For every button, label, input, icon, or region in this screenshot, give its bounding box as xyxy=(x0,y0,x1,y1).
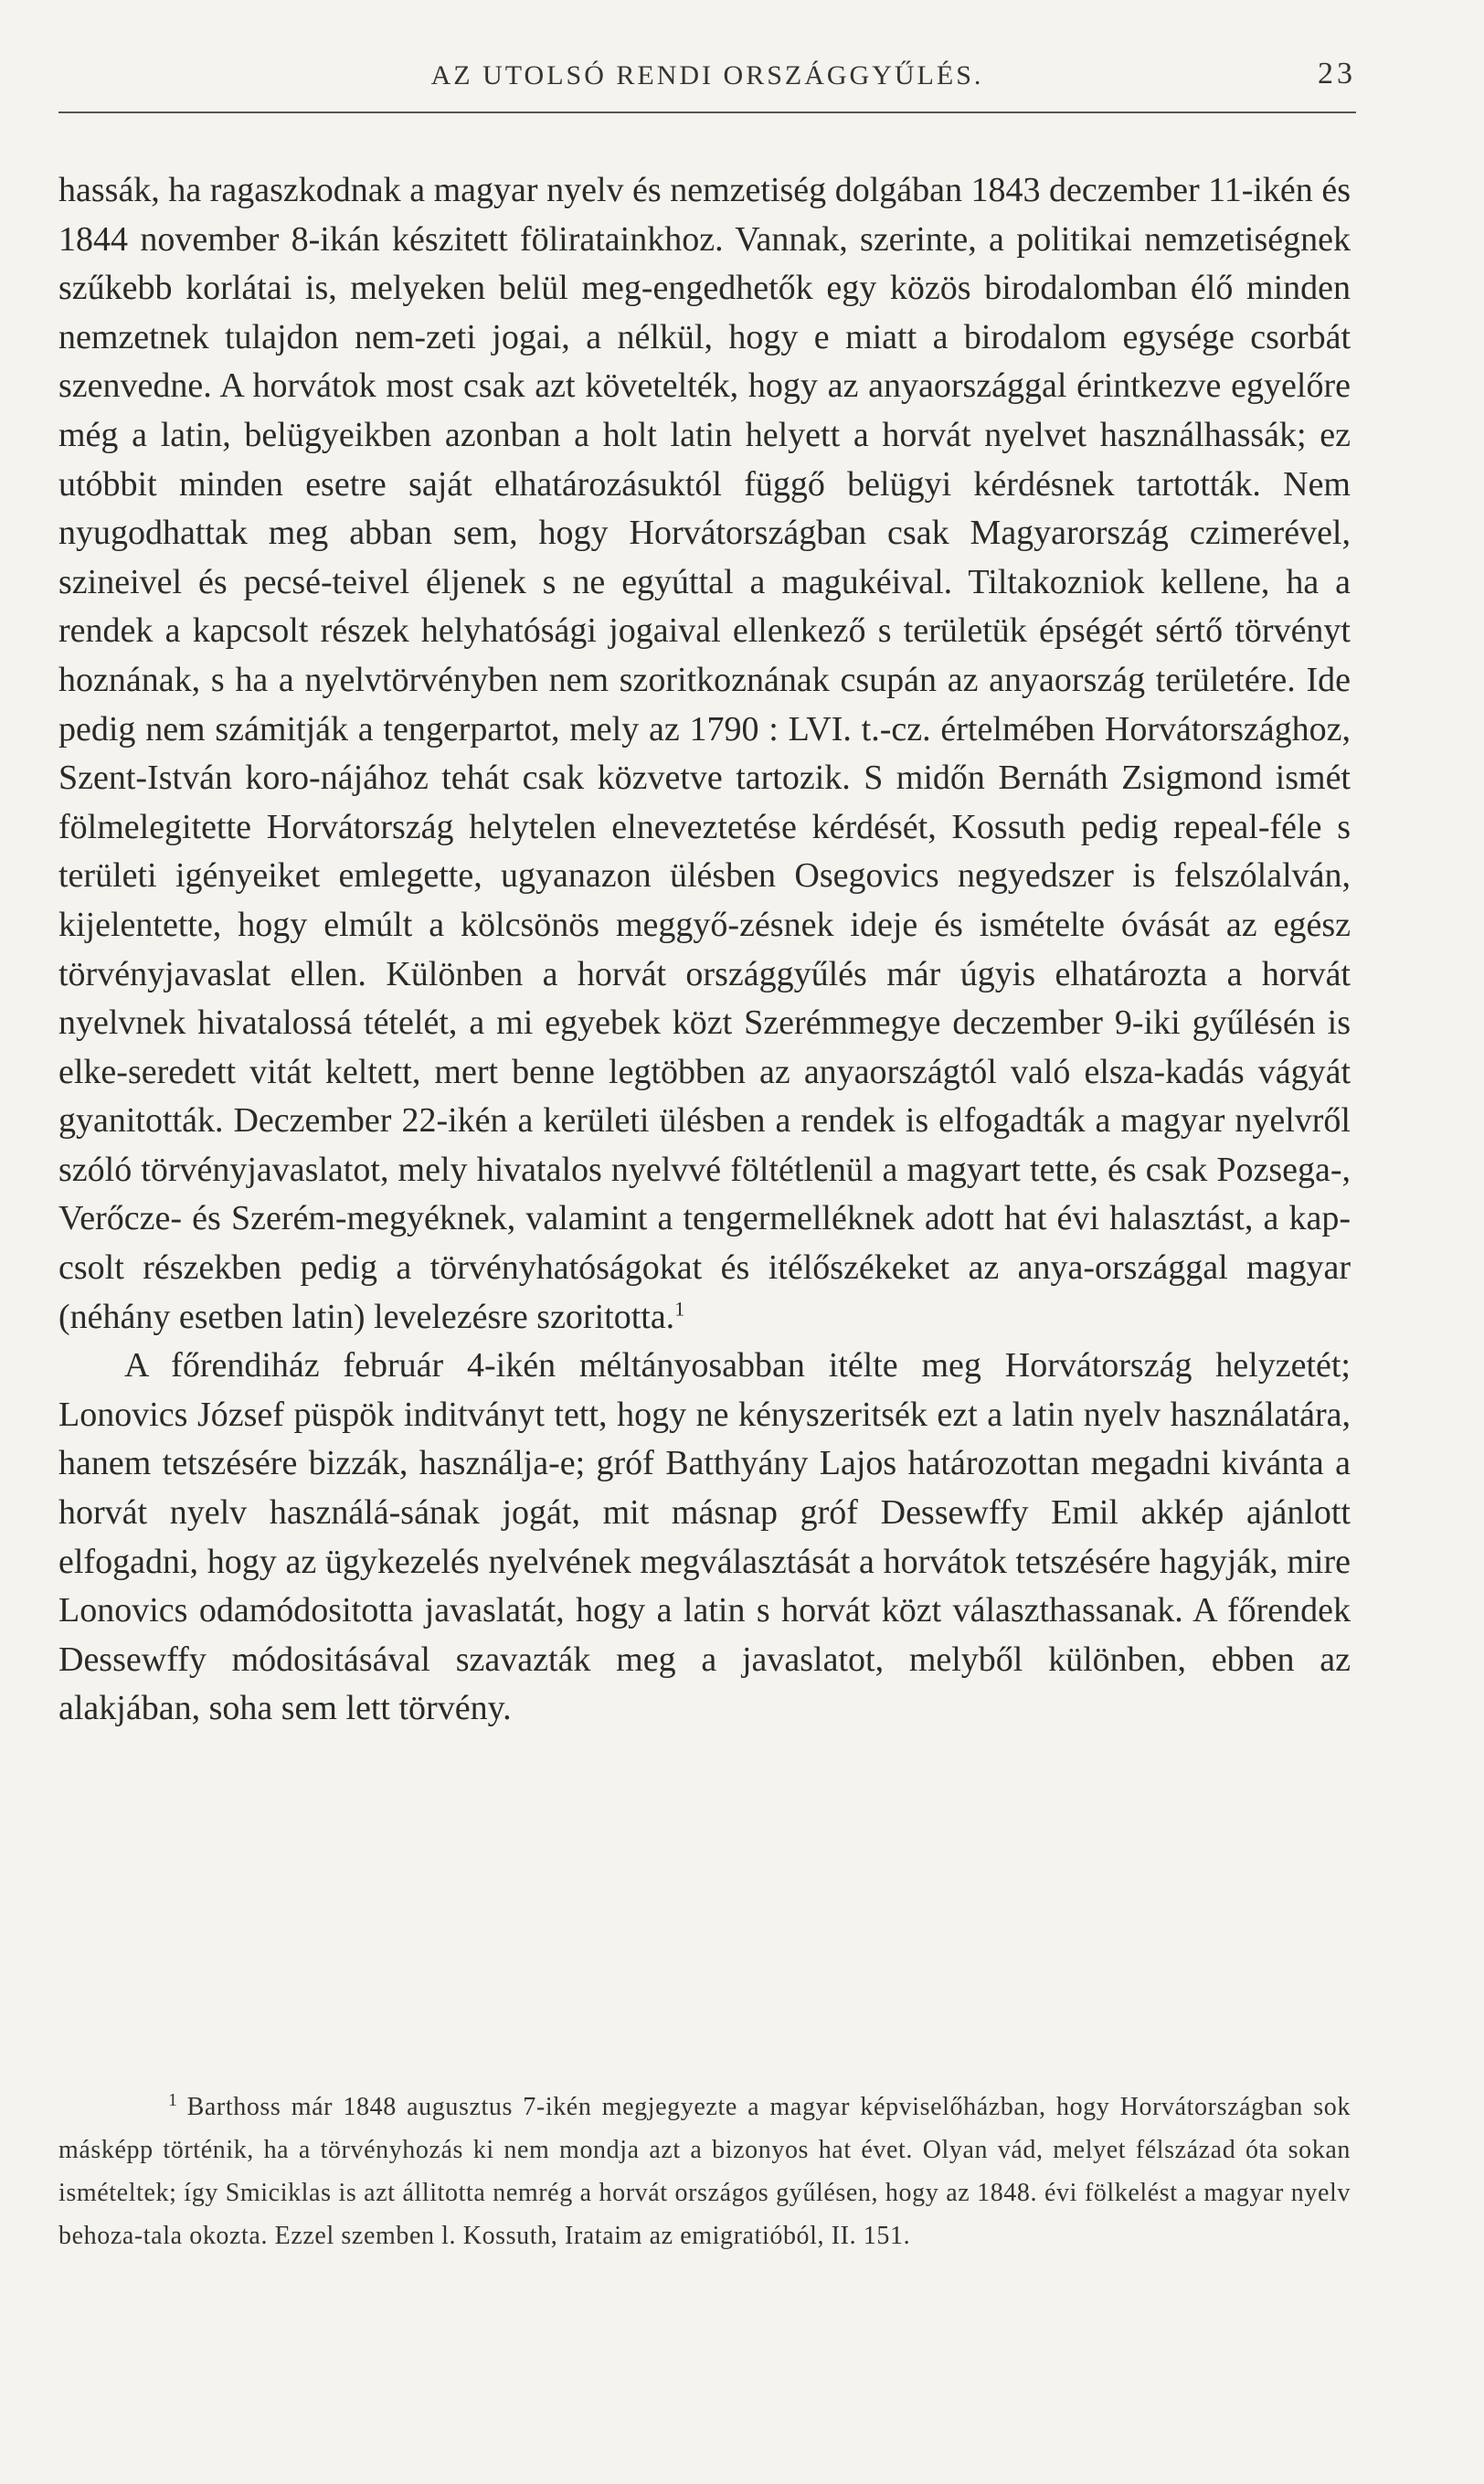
paragraph xyxy=(58,166,1351,1342)
page-number: 23 xyxy=(1318,57,1356,90)
footnotes xyxy=(58,2086,1351,2257)
header-rule xyxy=(58,111,1356,113)
paragraph-text: A főrendiház február 4-ikén méltányosabban itélte meg Horvátország helyzetét; Lonovics József püspök inditványt tett, hogy ne kényszeritsék ezt a latin nyelv használatára, hanem tetszésére bizzák, használja-e; gróf Batthyány Lajos határozottan megadni kivánta a horvát nyelv használá-sának jogát, mit másnap gróf Dessewffy Emil akkép ajánlott elfogadni, hogy az ügykezelés nyelvének megválasztását a horvátok tetszésére hagyják, mire Lonovics odamódositotta javaslatát, hogy a latin s horvát közt választhassanak. A főrendek Dessewffy módositásával szavazták meg a javaslatot, melyből különben, ebben az alakjában, soha sem lett törvény. xyxy=(58,1346,1351,1728)
footnote xyxy=(58,2086,1351,2257)
body-text xyxy=(58,166,1351,1734)
running-header xyxy=(58,53,1356,108)
paragraph-text: hassák, ha ragaszkodnak a magyar nyelv és nemzetiség dolgában 1843 deczember 11-ikén és 1844 november 8-ikán készitett föliratainkhoz. Vannak, szerinte, a politikai nemzetiségnek szűkebb korlátai is, melyeken belül meg-engedhetők egy közös birodalomban élő minden nemzetnek tulajdon nem-zeti jogai, a nélkül, hogy e miatt a birodalom egysége csorbát szenvedne. A horvátok most csak azt követelték, hogy az anyaországgal érintkezve egyelőre még a latin, belügyeikben azonban a holt latin helyett a horvát nyelvet használhassák; ez utóbbit minden esetre saját elhatározásuktól függő belügyi kérdésnek tartották. Nem nyugodhattak meg abban sem, hogy Horvátországban csak Magyarország czimerével, szineivel és pecsé-teivel éljenek s ne egyúttal a magukéival. Tiltakozniok kellene, ha a rendek a kapcsolt részek helyhatósági jogaival ellenkező s területük épségét sértő törvényt hoznának, s ha a nyelvtörvényben nem szoritkoznának csupán az anyaország területére. Ide pedig nem számitják a tengerpartot, mely az 1790 : LVI. t.-cz. értelmében Horvátországhoz, Szent-István koro-nájához tehát csak közvetve tartozik. S midőn Bernáth Zsigmond ismét fölmelegitette Horvátország helytelen elneveztetése kérdését, Kossuth pedig repeal-féle s területi igényeiket emlegette, ugyanazon ülésben Osegovics negyedszer is felszólalván, kijelentette, hogy elmúlt a kölcsönös meggyő-zésnek ideje és ismételte óvását az egész törvényjavaslat ellen. Különben a horvát országgyűlés már úgyis elhatározta a horvát nyelvnek hivatalossá tételét, a mi egyebek közt Szerémmegye deczember 9-iki gyűlésén is elke-seredett vitát keltett, mert benne legtöbben az anyaországtól való elsza-kadás vágyát gyanitották. Deczember 22-ikén a kerületi ülésben a rendek is elfogadták a magyar nyelvről szóló törvényjavaslatot, mely hivatalos nyelvvé föltétlenül a magyart tette, és csak Pozsega-, Verőcze- és Szerém-megyéknek, valamint a tengermelléknek adott hat évi halasztást, a kap-csolt részekben pedig a törvényhatóságokat és itélőszékeket az anya-országgal magyar (néhány esetben latin) levelezésre szoritotta. xyxy=(58,171,1351,1336)
paragraph xyxy=(58,1342,1351,1734)
footnote-mark: 1 xyxy=(168,2089,178,2110)
footnote-text: Barthoss már 1848 augusztus 7-ikén megjegyezte a magyar képviselőházban, hogy Horvátországban sok másképp történik, ha a törvényhozás ki nem mondja azt a bizonyos hat évet. Olyan vád, melyet félszázad óta sokan ismételtek; így Smiciklas is azt állitotta nemrég a horvát országos gyűlésen, hogy az 1848. évi fölkelést a magyar nyelv behoza-tala okozta. Ezzel szemben l. Kossuth, Irataim az emigratióból, II. 151. xyxy=(58,2093,1351,2250)
footnote-reference: 1 xyxy=(674,1297,685,1320)
running-title: AZ UTOLSÓ RENDI ORSZÁGGYŰLÉS. xyxy=(430,60,984,90)
